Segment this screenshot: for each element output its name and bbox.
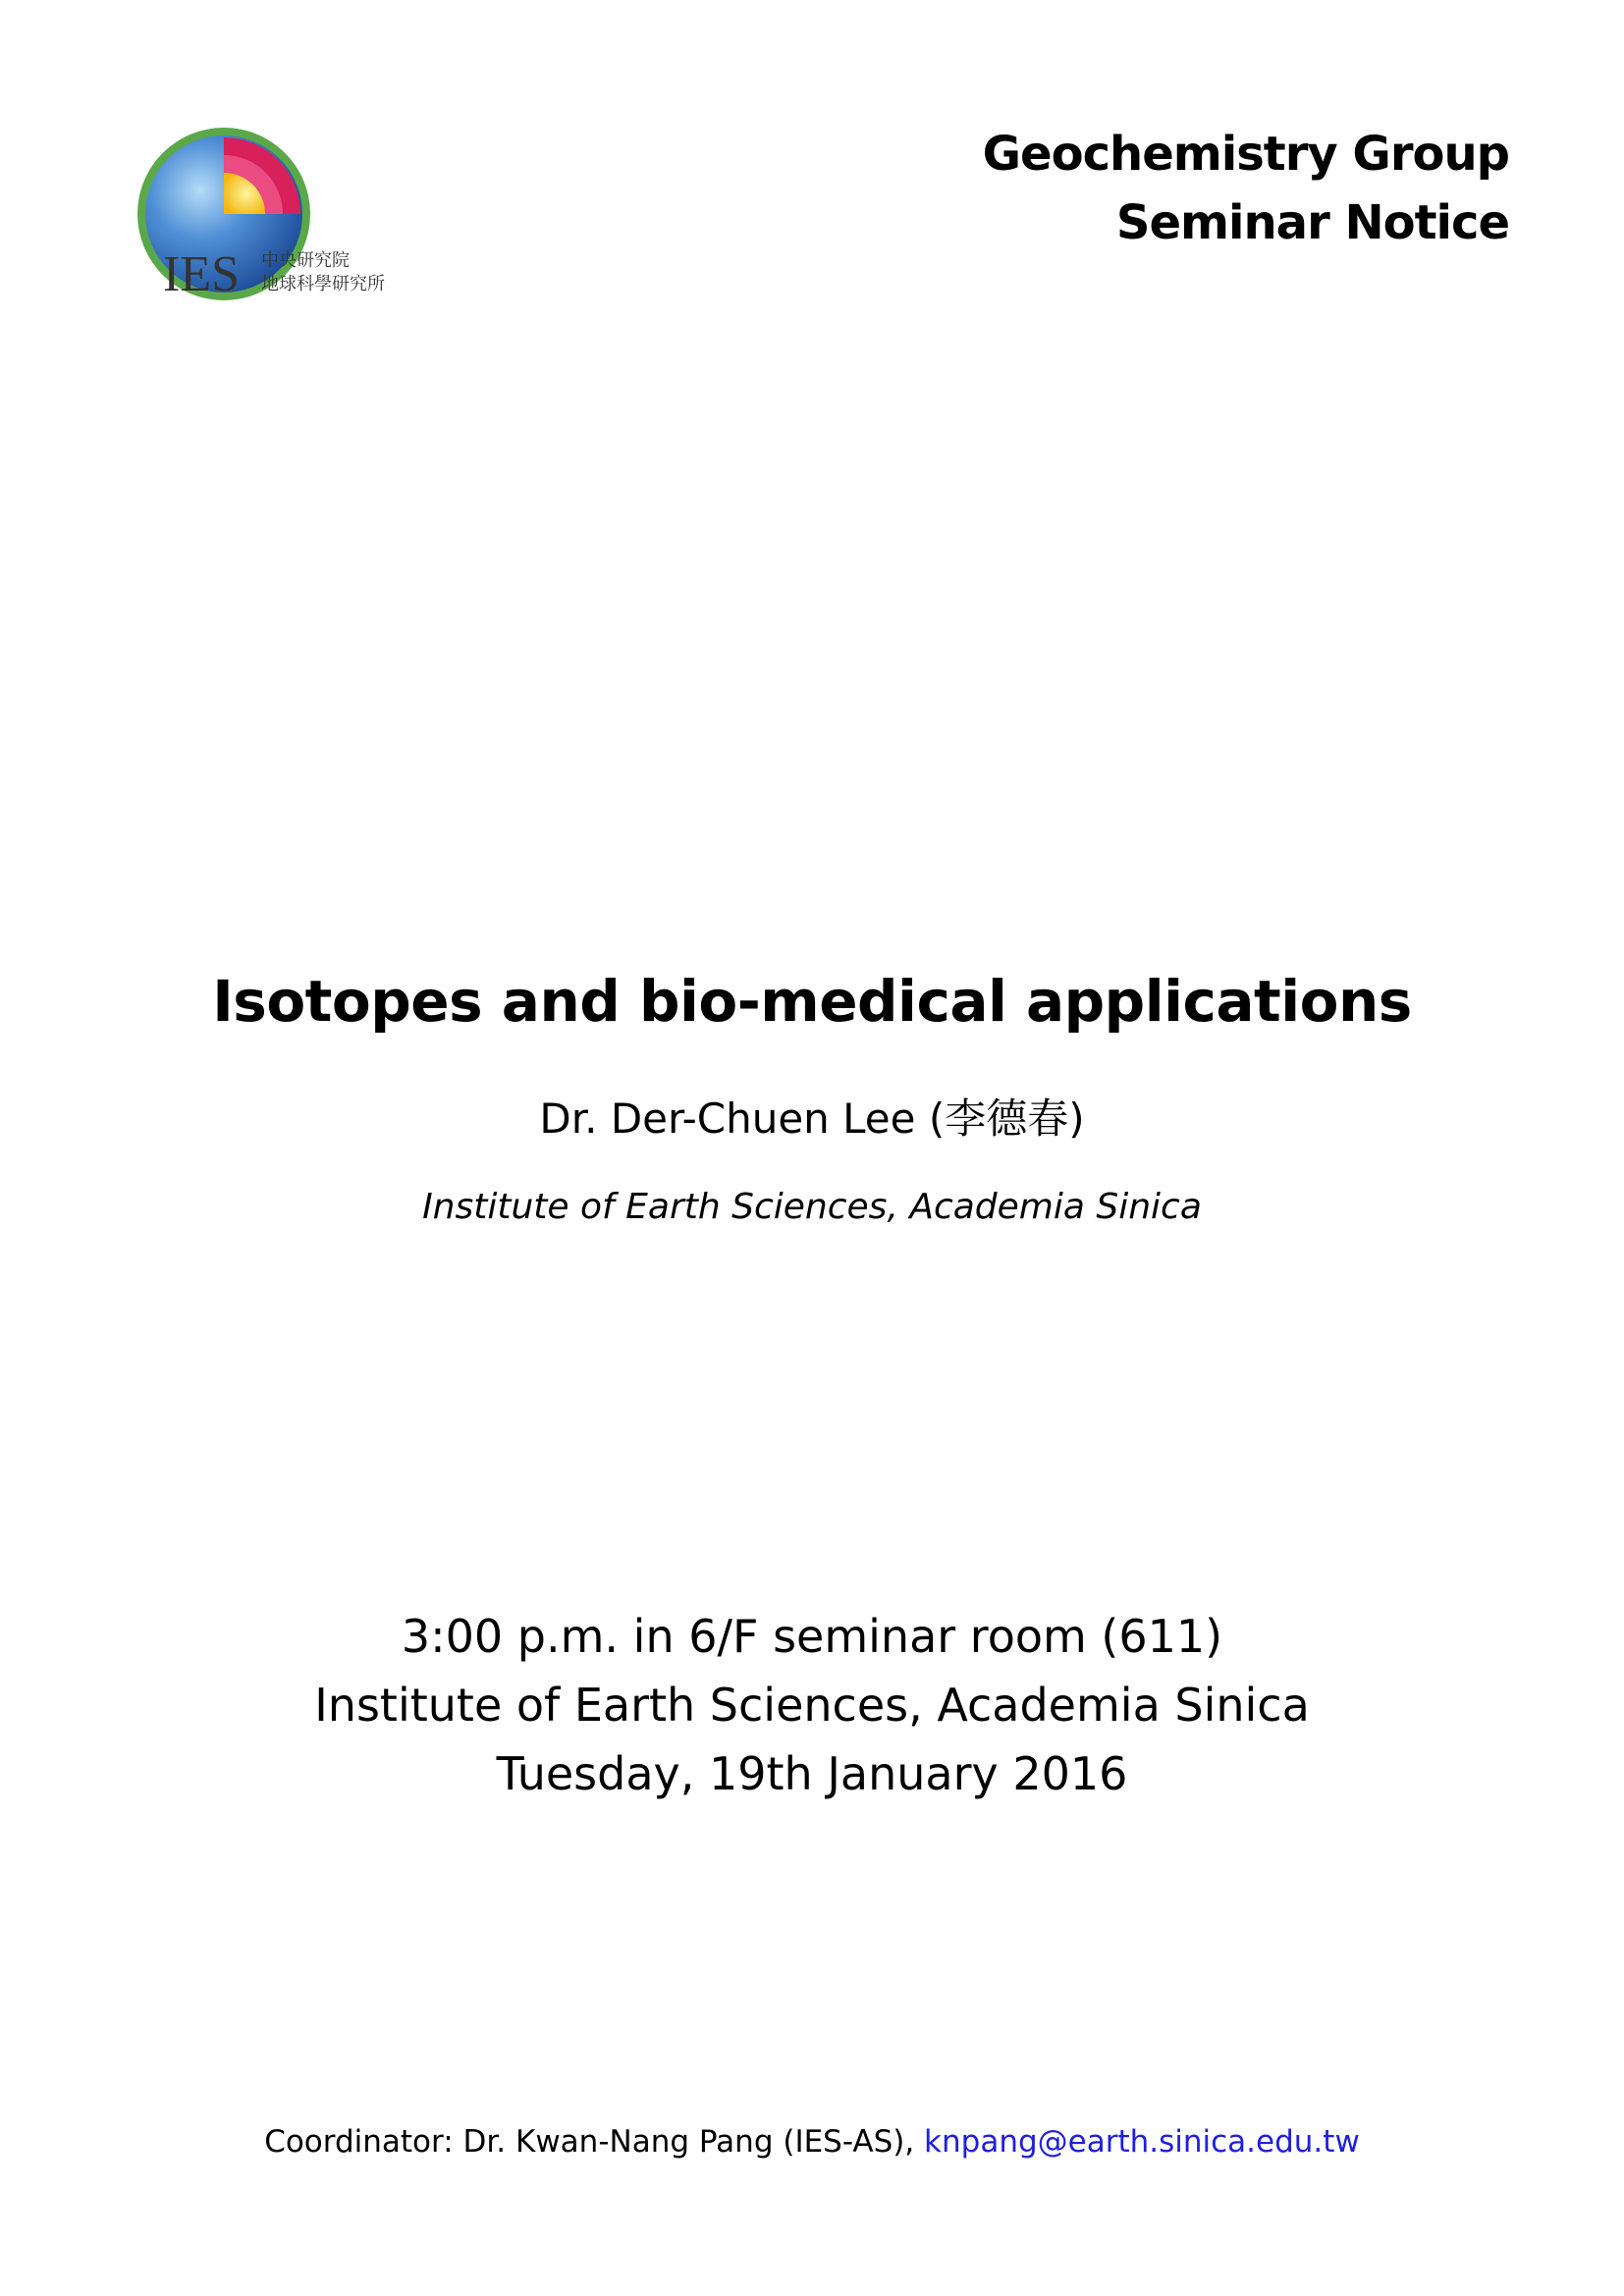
logo-cjk-line2: 地球科學研究所: [261, 274, 385, 294]
speaker-affiliation: Institute of Earth Sciences, Academia Sinica: [422, 1187, 1202, 1227]
time-and-room: 3:00 p.m. in 6/F seminar room (611): [401, 1610, 1223, 1663]
notice-header: [983, 120, 1509, 257]
earth-layers-icon: [135, 126, 391, 312]
seminar-details: [0, 1602, 1624, 1808]
speaker-name: Dr. Der-Chuen Lee (李德春): [539, 1095, 1085, 1143]
coordinator-line: [0, 2120, 1624, 2163]
notice-type: Seminar Notice: [1115, 195, 1509, 250]
coordinator-text: Coordinator: Dr. Kwan-Nang Pang (IES-AS),: [264, 2124, 925, 2160]
logo-ies-text: IES: [163, 246, 240, 302]
coordinator-email-link[interactable]: knpang@earth.sinica.edu.tw: [924, 2124, 1360, 2160]
ies-logo: [135, 126, 391, 312]
logo-cjk-line1: 中央研究院: [261, 250, 350, 271]
venue-institute: Institute of Earth Sciences, Academia Sinica: [314, 1679, 1310, 1732]
talk-title: Isotopes and bio-medical applications: [212, 968, 1412, 1035]
group-name: Geochemistry Group: [982, 127, 1509, 182]
seminar-date: Tuesday, 19th January 2016: [496, 1747, 1128, 1800]
